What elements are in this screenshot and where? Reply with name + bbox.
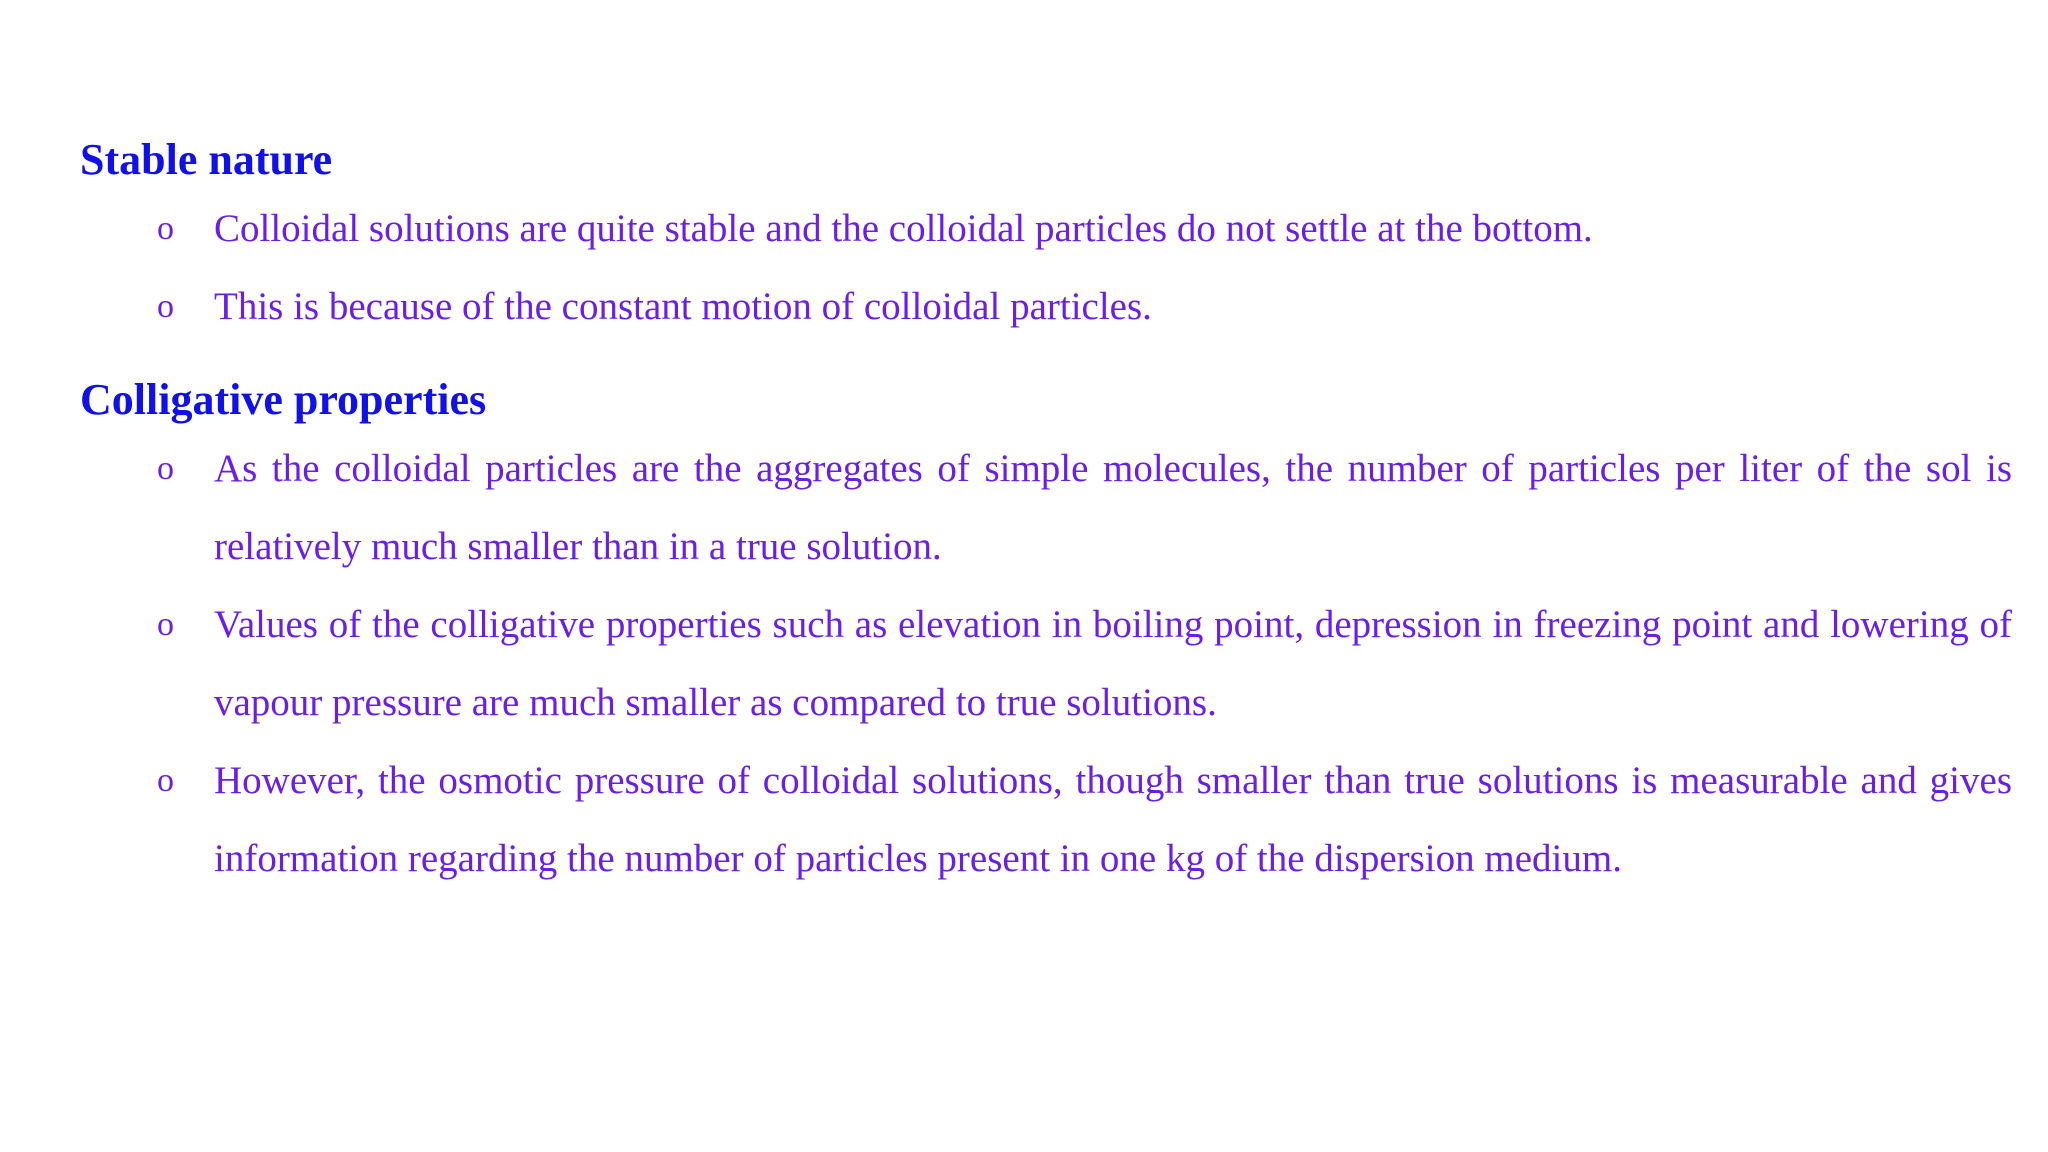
list-item: [80, 430, 2012, 586]
bullet-text: This is because of the constant motion of colloidal particles.: [214, 285, 1152, 328]
bullet-text: However, the osmotic pressure of colloidal solutions, though smaller than true solutions is measurable and gives information regarding the number of particles present in one kg of the dispersion medium.: [214, 759, 2012, 880]
circle-bullet-icon: o: [157, 762, 174, 799]
list-item: [80, 742, 2012, 898]
list-item: [80, 268, 2012, 346]
circle-bullet-icon: o: [157, 606, 174, 643]
bullet-text: As the colloidal particles are the aggregates of simple molecules, the number of particles per liter of the sol is relatively much smaller than in a true solution.: [214, 447, 2012, 568]
heading-colligative-properties: Colligative properties: [80, 375, 487, 424]
bullet-text: Colloidal solutions are quite stable and the colloidal particles do not settle at the bottom.: [214, 207, 1593, 250]
circle-bullet-icon: o: [157, 210, 174, 247]
bullet-text: Values of the colligative properties such as elevation in boiling point, depression in freezing point and lowering of vapour pressure are much smaller as compared to true solutions.: [214, 603, 2012, 724]
circle-bullet-icon: o: [157, 450, 174, 487]
list-item: [80, 586, 2012, 742]
section-stable-nature: [80, 134, 2012, 346]
bullet-list-stable-nature: [80, 190, 2012, 346]
list-item: [80, 190, 2012, 268]
heading-stable-nature: Stable nature: [80, 135, 333, 184]
circle-bullet-icon: o: [157, 288, 174, 325]
section-colligative-properties: [80, 374, 2012, 898]
bullet-list-colligative-properties: [80, 430, 2012, 898]
